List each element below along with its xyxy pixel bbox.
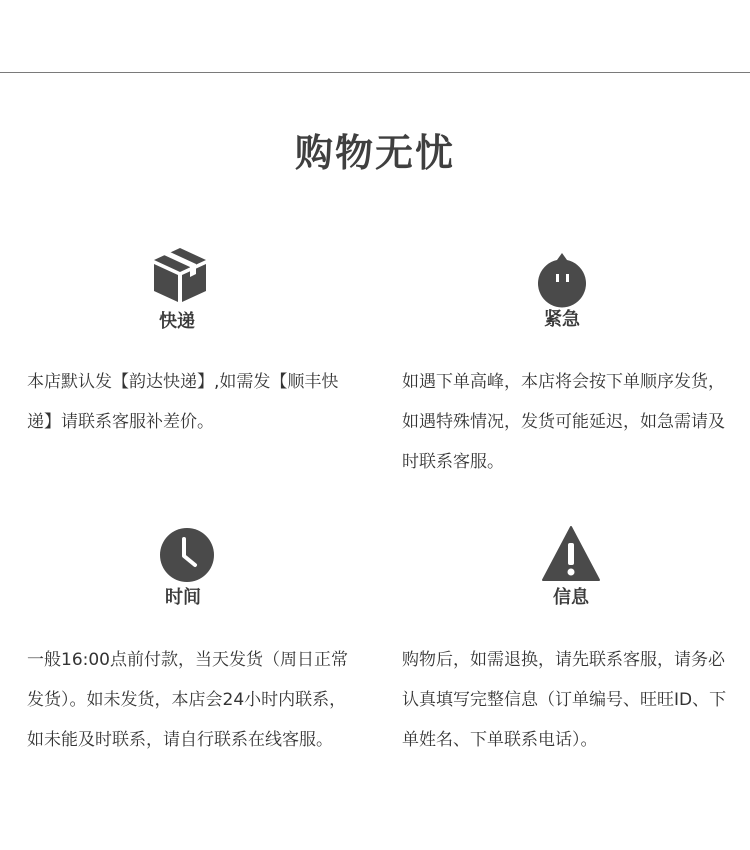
chat-bubble-icon	[532, 250, 592, 310]
section-body-express: 本店默认发【韵达快递】,如需发【顺丰快递】请联系客服补差价。	[27, 372, 339, 432]
section-title-info: 信息	[553, 587, 589, 608]
clock-icon	[157, 525, 217, 585]
section-title-urgent: 紧急	[544, 309, 580, 330]
page-title: 购物无忧	[294, 131, 455, 175]
box-icon	[150, 244, 210, 304]
top-divider	[0, 72, 750, 73]
section-title-time: 时间	[165, 587, 201, 608]
section-title-express: 快递	[159, 311, 195, 332]
section-body-urgent: 如遇下单高峰，本店将会按下单顺序发货，如遇特殊情况，发货可能延迟，如急需请及时联系客服。	[402, 372, 725, 472]
section-body-time: 一般16:00点前付款，当天发货（周日正常发货）。如未发货，本店会24小时内联系，如未能及时联系，请自行联系在线客服。	[27, 650, 348, 750]
section-body-info: 购物后，如需退换，请先联系客服，请务必认真填写完整信息（订单编号、旺旺ID、下单姓名、下单联系电话）。	[402, 650, 727, 750]
warning-icon	[541, 524, 601, 584]
